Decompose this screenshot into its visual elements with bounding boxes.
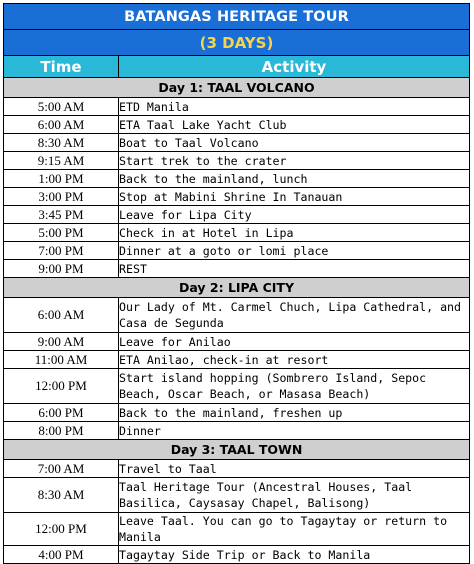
activity-cell: Boat to Taal Volcano [119,134,470,152]
table-row [4,369,470,404]
activity-cell: Back to the mainland, freshen up [119,404,470,422]
time-cell: 1:00 PM [4,170,119,188]
table-row [4,206,470,224]
activity-cell: ETA Anilao, check-in at resort [119,351,470,369]
time-cell: 12:00 PM [4,513,119,546]
time-cell: 6:00 PM [4,404,119,422]
time-cell: 8:30 AM [4,134,119,152]
table-row [4,188,470,206]
time-cell: 3:00 PM [4,188,119,206]
time-cell: 5:00 AM [4,98,119,116]
activity-cell: REST [119,260,470,278]
table-row [4,404,470,422]
activity-cell: Start island hopping (Sombrero Island, Sepoc Beach, Oscar Beach, or Masasa Beach) [119,369,470,404]
day-header: Day 2: LIPA CITY [4,278,470,298]
table-row [4,260,470,278]
time-cell: 6:00 AM [4,298,119,333]
time-column-header: Time [4,56,119,78]
page-subtitle: (3 DAYS) [4,30,470,56]
activity-cell: Tagaytay Side Trip or Back to Manila [119,546,470,564]
table-row [4,98,470,116]
activity-cell: ETA Taal Lake Yacht Club [119,116,470,134]
time-cell: 11:00 AM [4,351,119,369]
activity-cell: Leave for Lipa City [119,206,470,224]
activity-cell: Leave Taal. You can go to Tagaytay or return to Manila [119,513,470,546]
table-row [4,224,470,242]
time-cell: 3:45 PM [4,206,119,224]
table-row [4,298,470,333]
itinerary-table [3,3,470,564]
time-cell: 9:00 AM [4,333,119,351]
time-cell: 9:00 PM [4,260,119,278]
table-row [4,242,470,260]
activity-cell: Start trek to the crater [119,152,470,170]
day-header: Day 1: TAAL VOLCANO [4,78,470,98]
table-row [4,478,470,513]
table-row [4,546,470,564]
table-row [4,460,470,478]
time-cell: 6:00 AM [4,116,119,134]
table-row [4,333,470,351]
time-cell: 5:00 PM [4,224,119,242]
table-row [4,134,470,152]
time-cell: 7:00 PM [4,242,119,260]
time-cell: 4:00 PM [4,546,119,564]
activity-cell: Taal Heritage Tour (Ancestral Houses, Taal Basilica, Caysasay Chapel, Balisong) [119,478,470,513]
activity-column-header: Activity [119,56,470,78]
table-row [4,422,470,440]
table-row [4,351,470,369]
table-row [4,116,470,134]
table-row [4,513,470,546]
time-cell: 12:00 PM [4,369,119,404]
activity-cell: Travel to Taal [119,460,470,478]
time-cell: 8:00 PM [4,422,119,440]
time-cell: 8:30 AM [4,478,119,513]
table-row [4,170,470,188]
activity-cell: Stop at Mabini Shrine In Tanauan [119,188,470,206]
page-title: BATANGAS HERITAGE TOUR [4,4,470,30]
activity-cell: Leave for Anilao [119,333,470,351]
table-row [4,152,470,170]
activity-cell: Dinner at a goto or lomi place [119,242,470,260]
activity-cell: Check in at Hotel in Lipa [119,224,470,242]
activity-cell: ETD Manila [119,98,470,116]
activity-cell: Dinner [119,422,470,440]
time-cell: 7:00 AM [4,460,119,478]
time-cell: 9:15 AM [4,152,119,170]
activity-cell: Our Lady of Mt. Carmel Chuch, Lipa Cathedral, and Casa de Segunda [119,298,470,333]
day-header: Day 3: TAAL TOWN [4,440,470,460]
activity-cell: Back to the mainland, lunch [119,170,470,188]
